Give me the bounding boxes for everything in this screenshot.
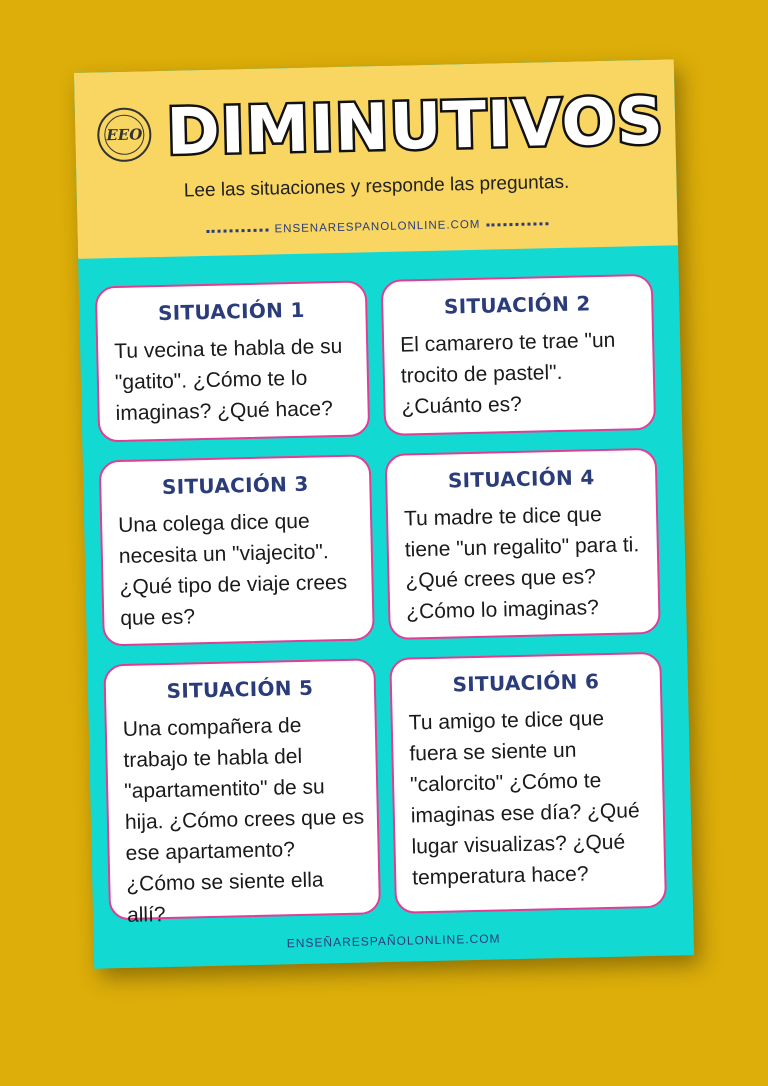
situation-title: SITUACIÓN 2 — [443, 291, 591, 319]
logo-text: EEO — [106, 125, 143, 145]
situation-card-1 — [95, 280, 370, 442]
situation-title: SITUACIÓN 6 — [452, 669, 600, 697]
situation-card-4 — [385, 448, 661, 640]
situation-card-5 — [103, 658, 381, 927]
situation-title: SITUACIÓN 5 — [166, 675, 314, 703]
situation-text: Una colega dice que necesita un "viajecito". ¿Qué tipo de viaje crees que es? — [117, 509, 348, 631]
worksheet-header — [74, 59, 678, 259]
site-banner — [77, 214, 677, 240]
situation-card-6 — [389, 652, 667, 914]
page-subtitle: Lee las situaciones y responde las preguntas. — [183, 171, 570, 202]
situation-card-2 — [381, 274, 656, 436]
situation-text: Tu amigo te dice que fuera se siente un "calorcito" ¿Cómo te imaginas ese día? ¿Qué lugar visualizas? ¿Qué temperatura hace? — [408, 707, 640, 890]
dotted-divider-right — [486, 222, 548, 226]
situation-text: Una compañera de trabajo te habla del "apartamentito" de su hija. ¿Cómo crees que es ese apartamento? ¿Cómo se siente ella allí? — [122, 713, 365, 927]
site-url-top: ENSENARESPANOLONLINE.COM — [274, 218, 481, 236]
situation-card-3 — [99, 454, 375, 646]
worksheet — [74, 59, 694, 968]
logo-badge — [97, 107, 152, 162]
site-url-footer: ENSEÑARESPAÑOLONLINE.COM — [286, 931, 501, 951]
situation-text: Tu madre te dice que tiene "un regalito" para ti. ¿Qué crees que es? ¿Cómo lo imaginas? — [403, 503, 640, 624]
dotted-divider-left — [207, 228, 269, 232]
situation-text: Tu vecina te habla de su "gatito". ¿Cómo te lo imaginas? ¿Qué hace? — [113, 334, 343, 426]
situation-title: SITUACIÓN 1 — [157, 297, 305, 326]
situation-title: SITUACIÓN 3 — [161, 471, 309, 500]
situation-title: SITUACIÓN 4 — [447, 465, 595, 493]
page-title: DIMINUTIVOS — [165, 84, 665, 170]
situation-text: El camarero te trae "un trocito de pastel". ¿Cuánto es? — [399, 328, 616, 419]
